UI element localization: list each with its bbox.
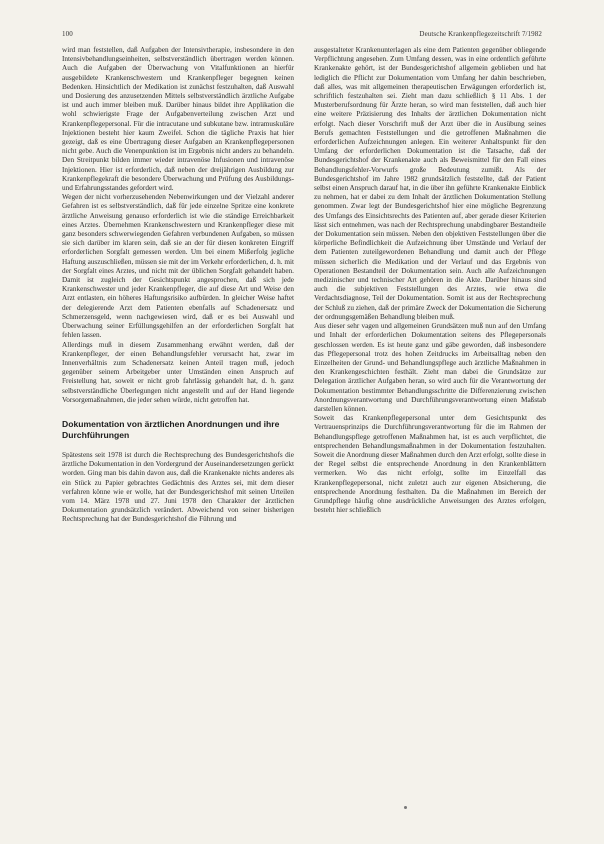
body-paragraph: Soweit das Krankenpflegepersonal unter dem Gesichtspunkt des Vertrauensprinzips die Durchführungsverantwortung für die im Rahmen der Behandlungspflege getroffenen Maßnahmen hat, ist es auch verpflichtet, die entsprechenden Behandlungsmaßnahmen in der Dokumentation festzuhalten. Soweit die Anordnung dieser Maßnahmen durch den Arzt erfolgt, sollte diese in der Regel selbst die entsprechende Anordnung in den Krankenblättern vermerken. Wo das nicht erfolgt, sollte im Einzelfall das Krankenpflegepersonal, nicht zuletzt auch zur eigenen Absicherung, die entsprechende Anordnung festhalten. Da die Maßnahmen im Bereich der Grundpflege häufig ohne ausdrückliche Anweisungen des Arztes erfolgen, besteht hier schließlich <box>314 414 546 515</box>
section-heading: Dokumentation von ärztlichen Anordnungen und ihre Durchführungen <box>62 418 280 440</box>
body-paragraph: wird man feststellen, daß Aufgaben der Intensivtherapie, insbesondere in den Intensivbehandlungseinheiten, selbstverständlich übertragen werden können. Auch die Aufgaben der Überwachung von Vitalfunktionen an hierfür ausgebildete Krankenschwestern und Krankenpfleger begegnen keinen Bedenken. Hinsichtlich der Medikation ist zunächst festzuhalten, daß Auswahl und Dosierung des anzusetzenden Mittels selbstverständlich ärztliche Aufgabe ist und auch immer bleiben muß. Darüber hinaus bildet ihre Applikation die wohl schwierigste Frage der Aufgabenverteilung zwischen Arzt und Krankenpflegepersonal. Für die intracutane und subkutane bzw. intramuskuläre Injektionen besteht hier kaum Zweifel. Schon die tägliche Praxis hat hier gezeigt, daß es eine Übertragung dieser Aufgaben an Krankenpflegepersonen nicht gebe. Auch die Venenpunktion ist im Ergebnis nicht anders zu behandeln. Den Streitpunkt bilden immer wieder intravenöse Infusionen und intravenöse Injektionen. Hier ist erforderlich, daß neben der dreijährigen Ausbildung zur Krankenpflegekraft die besondere Überwachung und Prüfung des Ausbildungs- und Erfahrungsstandes gefordert wird. <box>62 46 294 193</box>
running-head <box>62 30 542 42</box>
body-paragraph: Wegen der nicht vorherzusehenden Nebenwirkungen und der Vielzahl anderer Gefahren ist es selbstverständlich, daß für jede einzelne Spritze eine konkrete ärztliche Anweisung genauso erforderlich ist wie die ständige Erreichbarkeit eines Arztes. Übernehmen Krankenschwestern und Krankenpfleger diese mit ganz besonders schwerwiegenden Gefahren verbundenen Aufgaben, so müssen sie sich darüber im klaren sein, daß sie an der für diesen konkreten Eingriff erforderlichen Sorgfalt gemessen werden. Um bei einem Mißerfolg jegliche Haftung auszuschließen, müssen sie mit der im Verkehr erforderlichen, d. h. mit der Sorgfalt eines Arztes, und nicht mit der üblichen Sorgfalt gehandelt haben. Damit ist zugleich der Gesichtspunkt angesprochen, daß sich jede Krankenschwester und jeder Krankenpfleger, die auf diese Art und Weise den Arzt entlasten, ein höheres Haftungsrisiko aufbürden. In gleicher Weise haftet der delegierende Arzt dem Patienten ebenfalls auf Schadenersatz und Schmerzensgeld, wenn nachgewiesen wird, daß er es bei Auswahl und Überwachung seiner Erfüllungsgehilfen an der erforderlichen Sorgfalt hat fehlen lassen. <box>62 193 294 340</box>
body-paragraph: Allerdings muß in diesem Zusammenhang erwähnt werden, daß der Krankenpfleger, der einen Behandlungsfehler verursacht hat, zwar im Innenverhältnis zum Schadenersatz keinen Anteil tragen muß, jedoch gegenüber seinem Arbeitgeber unter Umständen einen Anspruch auf Freistellung hat, soweit er nicht grob fahrlässig gehandelt hat, d. h. ganz selbstverständliche Überlegungen nicht angestellt und auf der Hand liegende Vorsorgemaßnahmen, die jeder sehen würde, nicht getroffen hat. <box>62 340 294 404</box>
right-column <box>314 46 546 826</box>
body-paragraph: Spätestens seit 1978 ist durch die Rechtsprechung des Bundesgerichtshofs die ärztliche Dokumentation in den Vordergrund der Auseinandersetzungen gerückt worden. Ging man bis dahin davon aus, daß die Krankenakte nichts anderes als ein Stück zu Papier gebrachtes Gedächtnis des Arztes sei, mit dem dieser verfahren könne wie er wolle, hat der Bundesgerichtshof mit seinen Urteilen vom 14. März 1978 und 27. Juni 1978 den Charakter der ärztlichen Dokumentation grundsätzlich verändert. Abweichend von seiner bisherigen Rechtsprechung hat der Bundesgerichtshof die Führung und <box>62 450 294 524</box>
scan-speck <box>404 806 407 809</box>
left-column <box>62 46 294 826</box>
journal-title: Deutsche Krankenpflegezeitschrift 7/1982 <box>419 30 542 38</box>
body-paragraph: ausgestalteter Krankenunterlagen als eine dem Patienten gegenüber obliegende Verpflichtung angesehen. Zum Umfang dessen, was in eine ordentlich geführte Krankenakte gehört, ist der Bundesgerichtshof allgemein geblieben und hat lediglich die Pflicht zur Dokumentation vom Umfang her dahin beschrieben, daß alles, was mit allgemeinen therapeutischen Erwägungen erforderlich ist, schriftlich festzuhalten sei. Zieht man dazu schließlich § 11 Abs. 1 der Musterberufsordnung für Ärzte heran, so wird man feststellen, daß auch hier eine weitere Präzisierung des Inhalts der ärztlichen Dokumentation nicht erfolgt. Nach dieser Vorschrift muß der Arzt über die in Ausübung seines Berufs gemachten Feststellungen und die getroffenen Maßnahmen die erforderlichen Aufzeichnungen anlegen. Ein weiterer Anhaltspunkt für den Umfang der erforderlichen Dokumentation ist die Tatsache, daß der Bundesgerichtshof der Krankenakte auch als Beweismittel für den Fall eines Behandlungsfehler-Vorwurfs große Bedeutung zumißt. Als der Bundesgerichtshof im Jahre 1982 grundsätzlich feststellte, daß der Patient selbst einen Anspruch darauf hat, in die über ihn geführte Krankenakte Einblick zu nehmen, hat er dabei zu dem Inhalt der ärztlichen Dokumentation Stellung genommen. Zwar legt der Bundesgerichtshof hier eine mögliche Begrenzung des Umfangs des Einsichtsrechts des Patienten auf, aber gerade dieser Kriterien lässt sich entnehmen, was nach der Rechtsprechung unabdingbarer Bestandteile der Dokumentation sein müssen. Neben den objektiven Feststellungen über die körperliche Befindlichkeit die Aufzeichnung über Umstände und Verlauf der dem Patienten zuteilgewordenen Behandlung und damit auch der Pflege müssen sicherlich die Medikation und der Verlauf und das Ergebnis von Operationen Bestandteil der Dokumentation sein. Auch alle Aufzeichnungen medizinischer und technischer Art gehören in die Akte. Darüber hinaus sind auch die subjektiven Feststellungen des Arztes, wie etwa die Verdachtsdiagnose, Teil der Dokumentation. Somit ist aus der Rechtsprechung der Schluß zu ziehen, daß der primäre Zweck der Dokumentation die Sicherung der ordnungsgemäßen Behandlung bleiben muß. <box>314 46 546 321</box>
body-paragraph: Aus dieser sehr vagen und allgemeinen Grundsätzen muß nun auf den Umfang und Inhalt der erforderlichen Dokumentation seitens des Pflegepersonals geschlossen werden. Es ist heute ganz und gäbe geworden, daß insbesondere das Pflegepersonal trotz des hohen Zeitdrucks im Arbeitsalltag neben den Einzelheiten der Grund- und Behandlungspflege auch ärztliche Maßnahmen in den Krankengeschichten festhält. Zieht man dabei die Grundsätze zur Delegation ärztlicher Aufgaben heran, so wird auch für die Verantwortung der Dokumentation bestimmter Behandlungsschritte die Differenzierung zwischen Anordnungsverantwortung und Durchführungsverantwortung einen Maßstab darstellen können. <box>314 322 546 413</box>
page-number: 100 <box>62 30 73 38</box>
